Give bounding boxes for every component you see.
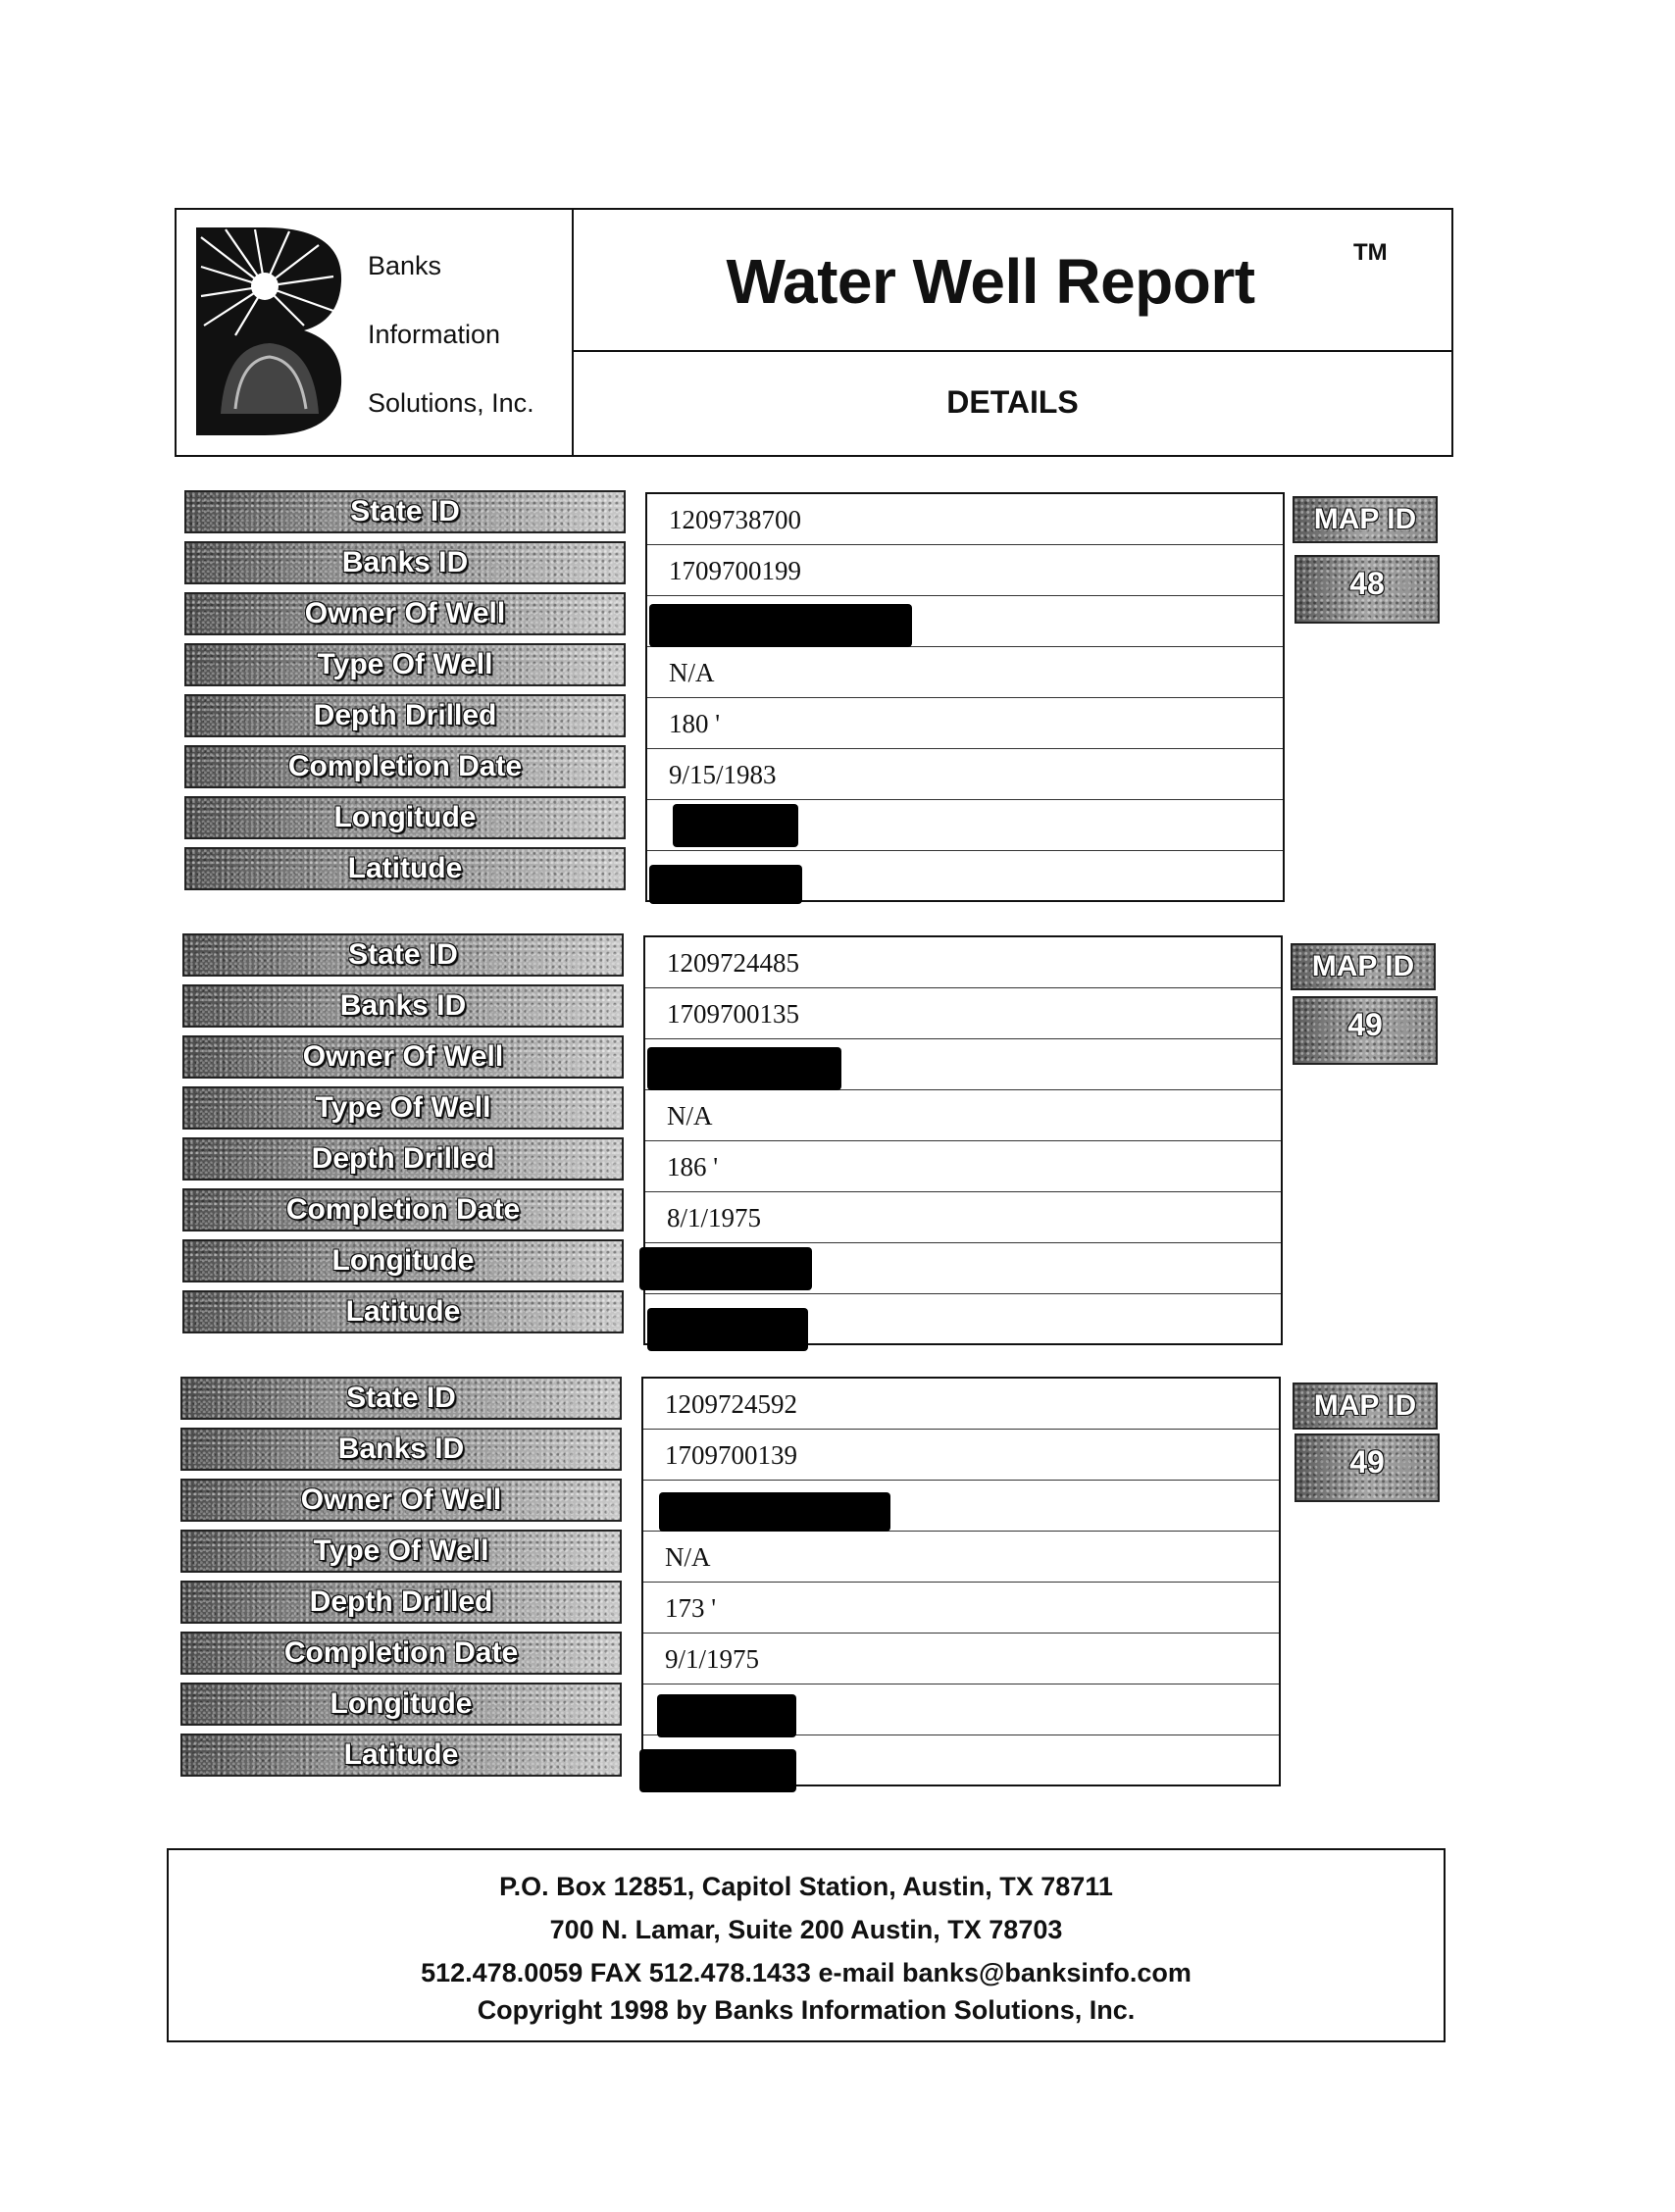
label-type-of-well: Type Of Well [180,1530,622,1573]
page-subtitle: DETAILS [946,384,1079,420]
redaction-bar [647,1047,841,1090]
completion-date-value: 9/1/1975 [665,1644,760,1674]
table-row [643,1684,1279,1735]
label-depth-drilled: Depth Drilled [180,1581,622,1624]
label-owner-of-well: Owner Of Well [184,592,626,635]
company-logo-icon [196,227,343,435]
label-state-id: State ID [182,933,624,977]
table-row [647,647,1283,698]
depth-drilled-value: 180 ' [669,709,721,738]
label-state-id: State ID [180,1377,622,1420]
redaction-bar [673,804,798,847]
label-type-of-well: Type Of Well [182,1086,624,1130]
contact-footer [167,1848,1446,2042]
type-of-well-value: N/A [669,658,715,687]
table-row [647,851,1283,902]
label-completion-date: Completion Date [182,1188,624,1232]
company-name-line-1: Banks [368,251,442,280]
label-longitude: Longitude [184,796,626,839]
table-row [645,1192,1281,1243]
table-row [643,1481,1279,1532]
table-row [645,1141,1281,1192]
label-type-of-well: Type Of Well [184,643,626,686]
record-2-labels [182,933,629,1345]
label-owner-of-well: Owner Of Well [182,1035,624,1079]
page-title: Water Well Report [726,246,1255,317]
label-depth-drilled: Depth Drilled [182,1137,624,1181]
banks-id-value: 1709700139 [665,1440,797,1470]
table-row [647,596,1283,647]
redaction-bar [657,1694,796,1737]
type-of-well-value: N/A [667,1101,713,1131]
label-banks-id: Banks ID [182,984,624,1028]
table-row [645,988,1281,1039]
footer-phone-fax-email: 512.478.0059 FAX 512.478.1433 e-mail banks@banksinfo.com [421,1958,1192,1987]
state-id-value: 1209724592 [665,1389,797,1419]
record-3-labels [180,1377,627,1788]
company-name-line-3: Solutions, Inc. [368,388,534,418]
redaction-bar [659,1492,890,1532]
label-owner-of-well: Owner Of Well [180,1479,622,1522]
record-1-labels [184,490,631,902]
record-3-values [641,1377,1281,1786]
trademark-mark: TM [1353,239,1388,266]
label-completion-date: Completion Date [184,745,626,788]
table-row [645,1243,1281,1294]
report-header [175,208,1453,457]
label-banks-id: Banks ID [184,541,626,584]
label-latitude: Latitude [184,847,626,890]
table-row [643,1532,1279,1583]
label-latitude: Latitude [182,1290,624,1333]
banks-id-value: 1709700135 [667,999,799,1029]
state-id-value: 1209738700 [669,505,801,534]
state-id-value: 1209724485 [667,948,799,978]
redaction-bar [647,1308,808,1351]
company-name-line-2: Information [368,320,501,349]
redaction-bar [639,1247,812,1290]
table-row [645,1294,1281,1345]
table-row [643,1583,1279,1634]
table-row [645,1039,1281,1090]
table-row [647,545,1283,596]
map-id-value: 49 [1293,996,1438,1065]
depth-drilled-value: 173 ' [665,1593,717,1623]
depth-drilled-value: 186 ' [667,1152,719,1181]
label-completion-date: Completion Date [180,1632,622,1675]
table-row [647,800,1283,851]
table-row [643,1430,1279,1481]
map-id-value: 48 [1294,555,1440,624]
company-logo-cell [177,210,574,455]
label-longitude: Longitude [180,1683,622,1726]
table-row [643,1379,1279,1430]
redaction-bar [639,1749,796,1792]
map-id-label: MAP ID [1291,943,1436,990]
completion-date-value: 8/1/1975 [667,1203,762,1232]
table-row [643,1634,1279,1684]
banks-id-value: 1709700199 [669,556,801,585]
map-id-label: MAP ID [1293,496,1438,543]
footer-po-box: P.O. Box 12851, Capitol Station, Austin, TX 78711 [499,1872,1113,1901]
record-2-values [643,935,1283,1345]
map-id-label: MAP ID [1293,1382,1438,1430]
record-1-values [645,492,1285,902]
label-state-id: State ID [184,490,626,533]
footer-copyright: Copyright 1998 by Banks Information Solutions, Inc. [477,1995,1136,2025]
map-id-value: 49 [1294,1433,1440,1502]
type-of-well-value: N/A [665,1542,711,1572]
label-banks-id: Banks ID [180,1428,622,1471]
redaction-bar [649,604,912,647]
label-longitude: Longitude [182,1239,624,1282]
completion-date-value: 9/15/1983 [669,760,777,789]
table-row [647,494,1283,545]
table-row [647,698,1283,749]
title-cell [574,210,1451,352]
table-row [645,1090,1281,1141]
label-depth-drilled: Depth Drilled [184,694,626,737]
label-latitude: Latitude [180,1734,622,1777]
table-row [647,749,1283,800]
footer-street-address: 700 N. Lamar, Suite 200 Austin, TX 78703 [549,1915,1063,1944]
table-row [645,937,1281,988]
table-row [643,1735,1279,1786]
redaction-bar [649,865,802,904]
